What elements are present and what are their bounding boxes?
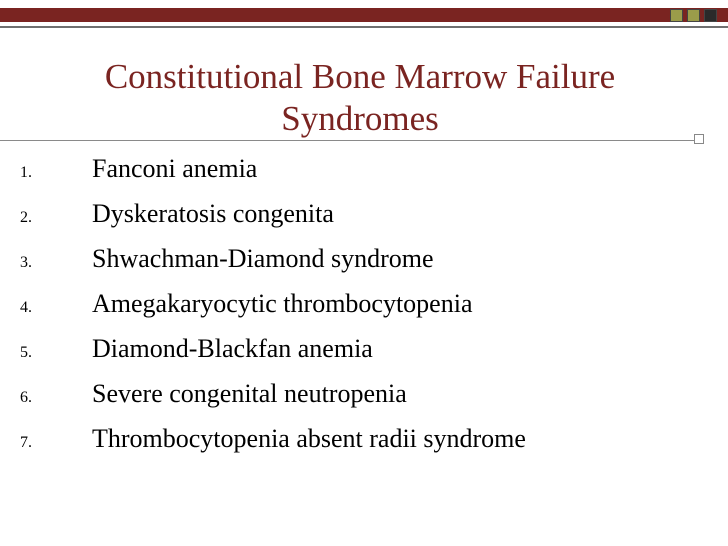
- list-number: 7.: [20, 434, 32, 451]
- list-item: [0, 422, 728, 467]
- list-text: Diamond-Blackfan anemia: [92, 334, 373, 363]
- list-number: 3.: [20, 254, 32, 271]
- top-accent-band: [0, 8, 728, 22]
- list-text: Dyskeratosis congenita: [92, 199, 334, 228]
- list-item: [0, 242, 728, 287]
- syndrome-list: [0, 152, 728, 467]
- list-number: 2.: [20, 209, 32, 226]
- list-number: 5.: [20, 344, 32, 361]
- title-line-2: Syndromes: [281, 99, 439, 138]
- olive-square-icon: [670, 9, 683, 22]
- list-item: [0, 152, 728, 197]
- dark-square-icon: [704, 9, 717, 22]
- list-text: Thrombocytopenia absent radii syndrome: [92, 424, 526, 453]
- list-text: Fanconi anemia: [92, 154, 258, 183]
- list-number: 4.: [20, 299, 32, 316]
- list-item: [0, 332, 728, 377]
- list-number: 6.: [20, 389, 32, 406]
- list-item: [0, 287, 728, 332]
- list-text: Amegakaryocytic thrombocytopenia: [92, 289, 473, 318]
- top-rule-line: [0, 26, 728, 28]
- title-line-1: Constitutional Bone Marrow Failure: [104, 57, 616, 96]
- olive-square-icon: [687, 9, 700, 22]
- list-item: [0, 377, 728, 422]
- top-decorative-bar: [0, 0, 728, 29]
- divider-end-square-icon: [694, 134, 704, 144]
- slide-title: [40, 56, 680, 140]
- list-text: Severe congenital neutropenia: [92, 379, 407, 408]
- list-number: 1.: [20, 164, 32, 181]
- list-text: Shwachman-Diamond syndrome: [92, 244, 434, 273]
- list-item: [0, 197, 728, 242]
- title-divider: [0, 140, 696, 141]
